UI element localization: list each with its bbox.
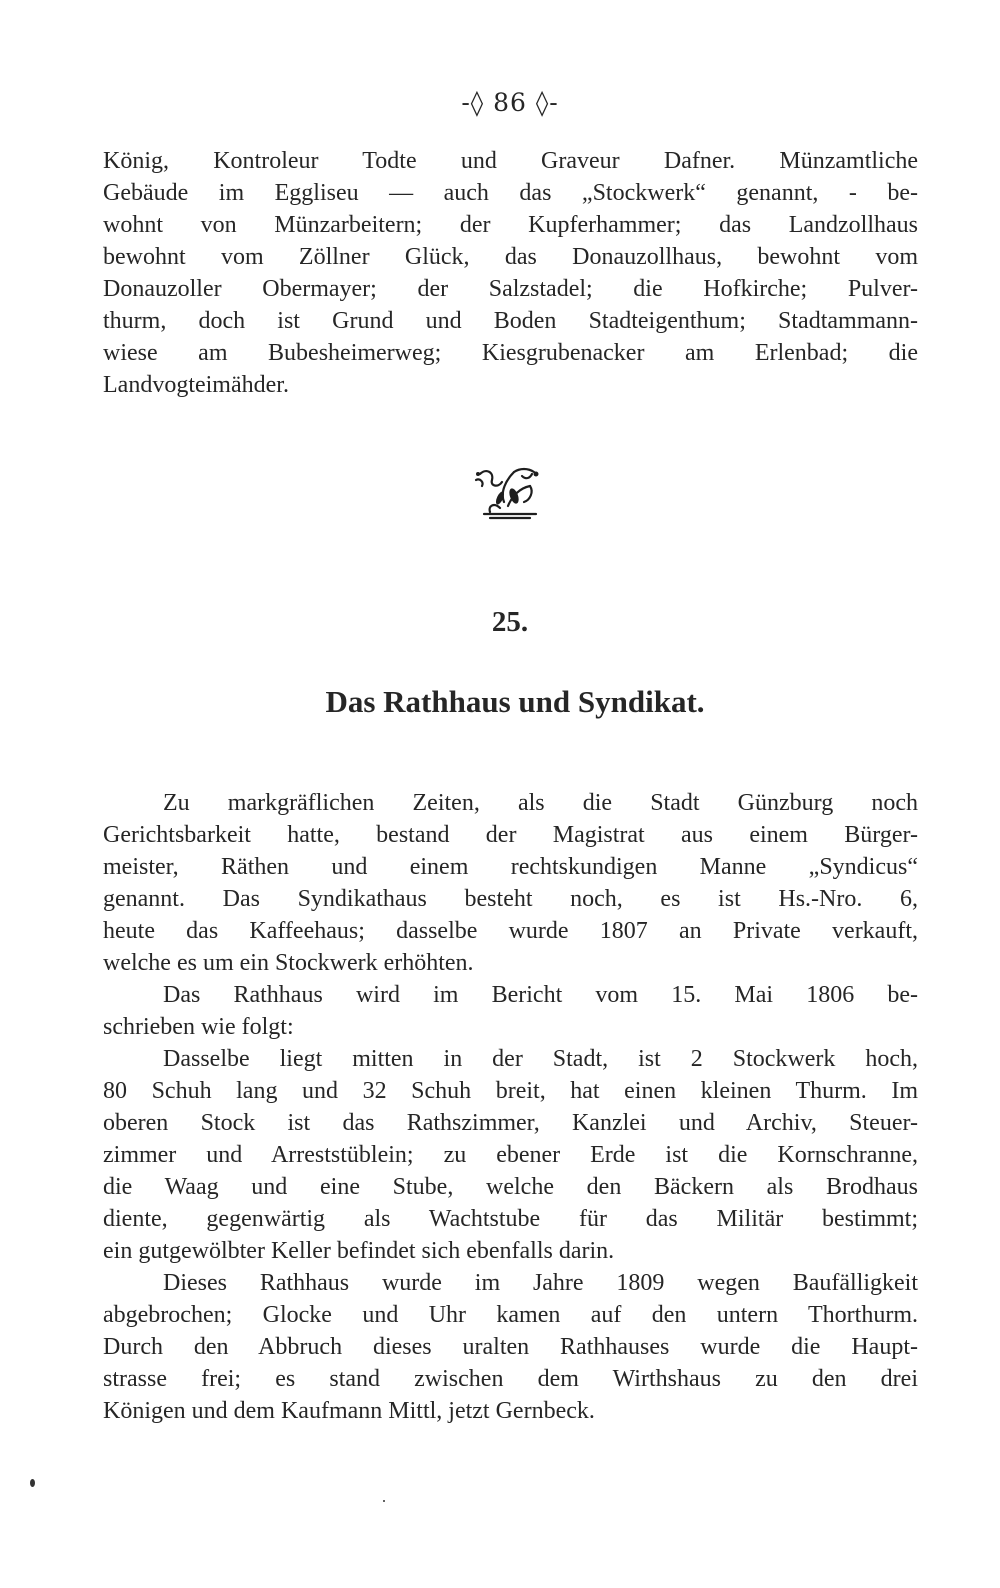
text-line: thurm, doch ist Grund und Boden Stadteigenthum; Stadtammann- [103,308,918,334]
text-line: Zu markgräflichen Zeiten, als die Stadt Günzburg noch [163,790,918,816]
body-paragraph-4 [103,1267,918,1427]
text-line: Donauzoller Obermayer; der Salzstadel; die Hofkirche; Pulver- [103,276,918,302]
text-line: wohnt von Münzarbeitern; der Kupferhammer; das Landzollhaus [103,212,918,238]
top-paragraph [103,145,918,401]
text-line: ein gutgewölbter Keller befindet sich ebenfalls darin. [103,1238,615,1264]
text-line: Königen und dem Kaufmann Mittl, jetzt Gernbeck. [103,1398,595,1424]
text-line: oberen Stock ist das Rathszimmer, Kanzlei und Archiv, Steuer- [103,1110,918,1136]
text-line: schrieben wie folgt: [103,1014,294,1040]
text-line: Dasselbe liegt mitten in der Stadt, ist 2 Stockwerk hoch, [163,1046,918,1072]
body-paragraph-2 [103,979,918,1043]
text-line: welche es um ein Stockwerk erhöhten. [103,950,474,976]
text-line: die Waag und eine Stube, welche den Bäckern als Brodhaus [103,1174,918,1200]
chapter-title: Das Rathhaus und Syndikat. [325,684,705,719]
text-line: wiese am Bubesheimerweg; Kiesgrubenacker am Erlenbad; die [103,340,918,366]
text-line: meister, Räthen und einem rechtskundigen Manne „Syndicus“ [103,854,918,880]
scan-speck [30,1479,35,1487]
text-line: Gebäude im Eggliseu — auch das „Stockwerk“ genannt, - be- [103,180,918,206]
text-line: Durch den Abbruch dieses uralten Rathhauses wurde die Haupt- [103,1334,918,1360]
chapter-number: 25. [491,606,529,638]
text-line: Landvogteimähder. [103,372,289,398]
text-line: strasse frei; es stand zwischen dem Wirthshaus zu den drei [103,1366,918,1392]
scan-speck [383,1500,385,1502]
text-line: abgebrochen; Glocke und Uhr kamen auf den untern Thorthurm. [103,1302,918,1328]
text-line: Gerichtsbarkeit hatte, bestand der Magistrat aus einem Bürger- [103,822,918,848]
text-line: heute das Kaffeehaus; dasselbe wurde 1807 an Private verkauft, [103,918,918,944]
text-line: diente, gegenwärtig als Wachtstube für das Militär bestimmt; [103,1206,918,1232]
text-line: Dieses Rathhaus wurde im Jahre 1809 wegen Baufälligkeit [163,1270,918,1296]
body-paragraph-1 [103,787,918,979]
text-line: zimmer und Arreststüblein; zu ebener Erde ist die Kornschranne, [103,1142,918,1168]
floral-vignette-icon [470,462,550,522]
text-line: König, Kontroleur Todte und Graveur Dafner. Münzamtliche [103,148,918,174]
text-line: genannt. Das Syndikathaus besteht noch, es ist Hs.-Nro. 6, [103,886,918,912]
text-line: 80 Schuh lang und 32 Schuh breit, hat einen kleinen Thurm. Im [103,1078,918,1104]
text-line: Das Rathhaus wird im Bericht vom 15. Mai 1806 be- [163,982,918,1008]
body-paragraph-3 [103,1043,918,1267]
text-line: bewohnt vom Zöllner Glück, das Donauzollhaus, bewohnt vom [103,244,918,270]
page-number: -◊ 86 ◊- [461,88,559,117]
